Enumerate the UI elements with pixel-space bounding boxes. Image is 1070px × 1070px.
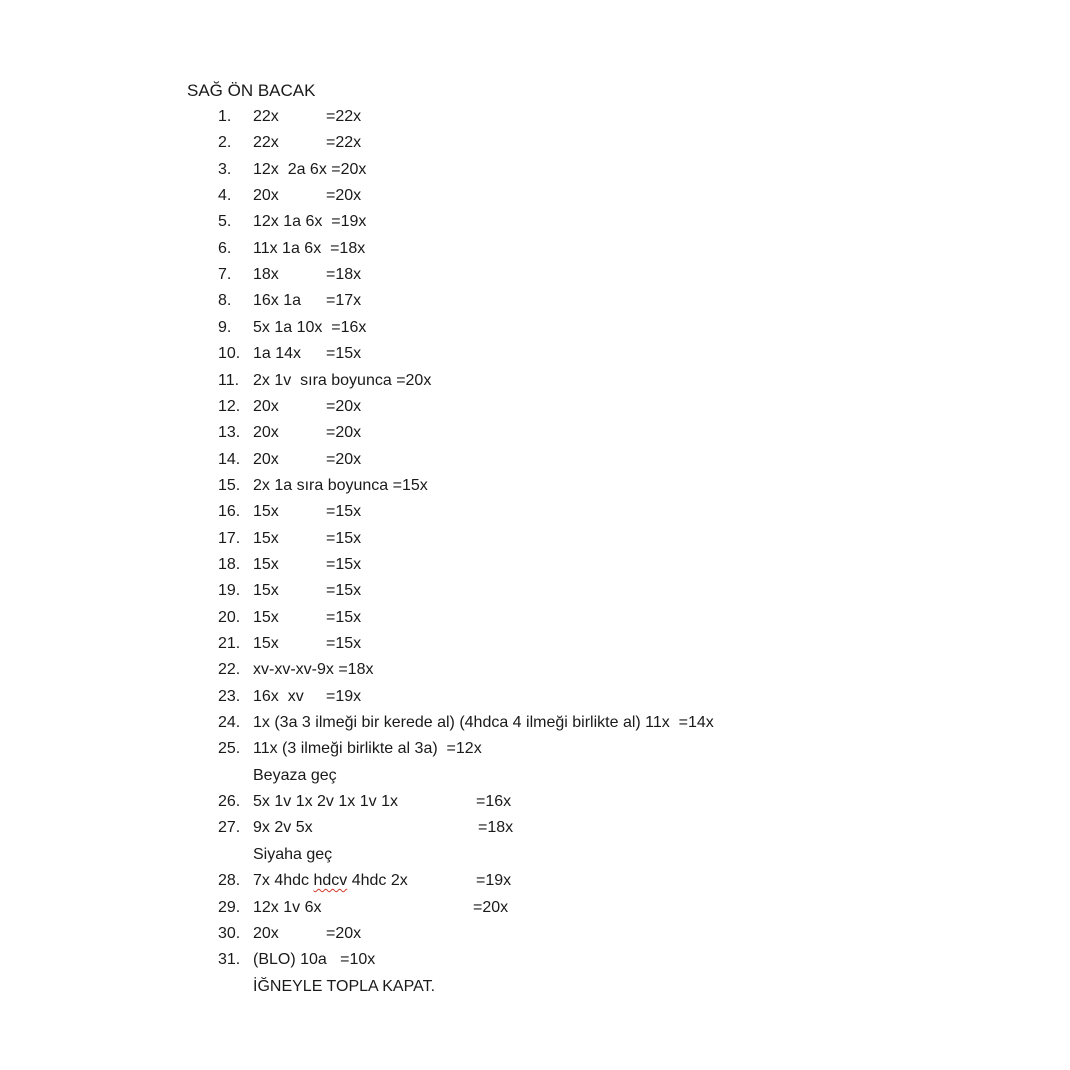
- row-number: 5.: [218, 213, 232, 230]
- row-total: =18x: [326, 266, 362, 283]
- row-number: 21.: [218, 635, 241, 652]
- row-number: 30.: [218, 925, 241, 942]
- row-instruction: 22x: [253, 134, 279, 151]
- instruction-part: 7x 4hdc: [253, 872, 314, 889]
- row-number: 28.: [218, 872, 241, 889]
- row-number: 7.: [218, 266, 232, 283]
- row-instruction: 12x 1a 6x =19x: [253, 213, 367, 230]
- row-total: =20x: [326, 424, 362, 441]
- row-instruction: 15x: [253, 582, 279, 599]
- row-total: =16x: [476, 793, 512, 810]
- row-instruction: [253, 869, 408, 893]
- spellcheck-word: hdcv: [313, 872, 348, 889]
- row-total: =15x: [326, 530, 362, 547]
- row-instruction: 20x: [253, 925, 279, 942]
- row-number: 25.: [218, 740, 241, 757]
- row-total: =15x: [326, 345, 362, 362]
- row-number: 4.: [218, 187, 232, 204]
- row-instruction: 2x 1v sıra boyunca =20x: [253, 372, 432, 389]
- row-total: =20x: [473, 899, 509, 916]
- row-number: 16.: [218, 503, 241, 520]
- row-number: 17.: [218, 530, 241, 547]
- row-number: 27.: [218, 819, 241, 836]
- row-total: =15x: [326, 609, 362, 626]
- row-number: 8.: [218, 292, 232, 309]
- row-number: 26.: [218, 793, 241, 810]
- row-instruction: 15x: [253, 609, 279, 626]
- row-instruction: 2x 1a sıra boyunca =15x: [253, 477, 428, 494]
- row-number: 15.: [218, 477, 241, 494]
- row-instruction: (BLO) 10a =10x: [253, 951, 376, 968]
- row-instruction: 15x: [253, 530, 279, 547]
- row-instruction: 11x 1a 6x =18x: [253, 240, 366, 257]
- row-number: 10.: [218, 345, 241, 362]
- row-instruction: 1a 14x: [253, 345, 302, 362]
- row-number: 2.: [218, 134, 232, 151]
- row-total: =15x: [326, 635, 362, 652]
- row-total: =15x: [326, 582, 362, 599]
- row-total: =19x: [476, 872, 512, 889]
- row-number: 23.: [218, 688, 241, 705]
- row-total: =17x: [326, 292, 362, 309]
- row-number: 29.: [218, 899, 241, 916]
- row-total: =20x: [326, 925, 362, 942]
- row-total: =19x: [326, 688, 362, 705]
- section-note: İĞNEYLE TOPLA KAPAT.: [253, 978, 436, 995]
- row-number: 24.: [218, 714, 241, 731]
- row-instruction: 18x: [253, 266, 279, 283]
- row-instruction: 15x: [253, 503, 279, 520]
- section-note: Beyaza geç: [253, 767, 337, 784]
- row-instruction: 1x (3a 3 ilmeği bir kerede al) (4hdca 4 ilmeği birlikte al) 11x =14x: [253, 714, 714, 731]
- row-instruction: 15x: [253, 556, 279, 573]
- row-number: 13.: [218, 424, 241, 441]
- row-number: 11.: [218, 372, 240, 389]
- row-total: =18x: [478, 819, 514, 836]
- row-instruction: 9x 2v 5x: [253, 819, 313, 836]
- row-number: 22.: [218, 661, 241, 678]
- row-number: 3.: [218, 161, 232, 178]
- row-number: 20.: [218, 609, 241, 626]
- row-total: =15x: [326, 556, 362, 573]
- row-instruction: 12x 2a 6x =20x: [253, 161, 367, 178]
- row-total: =20x: [326, 187, 362, 204]
- row-total: =20x: [326, 451, 362, 468]
- row-instruction: xv-xv-xv-9x =18x: [253, 661, 374, 678]
- row-number: 6.: [218, 240, 232, 257]
- row-instruction: 5x 1v 1x 2v 1x 1v 1x: [253, 793, 398, 810]
- row-instruction: 20x: [253, 398, 279, 415]
- row-number: 9.: [218, 319, 232, 336]
- row-number: 31.: [218, 951, 241, 968]
- row-instruction: 20x: [253, 424, 279, 441]
- section-note: Siyaha geç: [253, 846, 333, 863]
- instruction-part: 4hdc 2x: [347, 872, 408, 889]
- page-title: SAĞ ÖN BACAK: [187, 81, 316, 100]
- row-number: 14.: [218, 451, 241, 468]
- row-instruction: 22x: [253, 108, 279, 125]
- row-total: =22x: [326, 134, 362, 151]
- row-instruction: 20x: [253, 187, 279, 204]
- row-number: 1.: [218, 108, 232, 125]
- row-instruction: 11x (3 ilmeği birlikte al 3a) =12x: [253, 740, 482, 757]
- row-instruction: 20x: [253, 451, 279, 468]
- row-instruction: 15x: [253, 635, 279, 652]
- row-total: =20x: [326, 398, 362, 415]
- row-total: =15x: [326, 503, 362, 520]
- row-number: 18.: [218, 556, 241, 573]
- row-instruction: 5x 1a 10x =16x: [253, 319, 367, 336]
- row-total: =22x: [326, 108, 362, 125]
- row-instruction: 12x 1v 6x: [253, 899, 322, 916]
- row-instruction: 16x 1a: [253, 292, 302, 309]
- row-number: 12.: [218, 398, 241, 415]
- row-number: 19.: [218, 582, 241, 599]
- row-instruction: 16x xv: [253, 688, 304, 705]
